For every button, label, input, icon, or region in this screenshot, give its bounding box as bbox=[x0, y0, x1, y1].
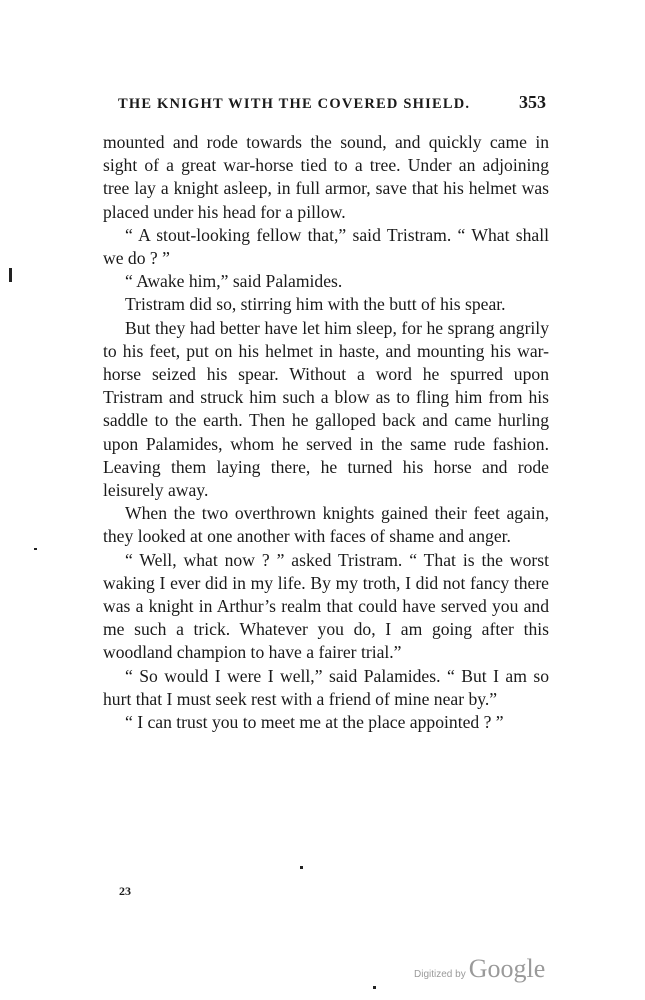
paragraph: “ I can trust you to meet me at the place appointed ? ” bbox=[125, 712, 504, 733]
body-text bbox=[103, 131, 549, 734]
page-number: 353 bbox=[519, 92, 546, 112]
google-watermark bbox=[414, 954, 545, 984]
paragraph: “ So would I were I well,” said Palamides. “ But I am so hurt that I must seek rest with a friend of mine near by.” bbox=[103, 665, 549, 709]
running-title: THE KNIGHT WITH THE COVERED SHIELD. bbox=[118, 96, 471, 112]
running-header bbox=[118, 92, 546, 114]
paragraph: “ Awake him,” said Palamides. bbox=[125, 271, 343, 292]
paragraph: mounted and rode towards the sound, and quickly came in sight of a great war-horse tied to a tree. Under an adjoining tree lay a knight asleep, in full armor, save that his helmet was placed under his head for a pillow. bbox=[103, 132, 549, 222]
scan-speck bbox=[300, 866, 303, 869]
scan-speck bbox=[373, 986, 376, 989]
scan-speck bbox=[9, 268, 12, 282]
paragraph: But they had better have let him sleep, for he sprang angrily to his feet, put on his helmet in haste, and mounting his war-horse seized his spear. Without a word he spurred upon Tristram and struck him such a blow as to fling him from his saddle to the earth. Then he galloped back and came hurling upon Palamides, whom he served in the same rude fashion. Leaving them laying there, he turned his horse and rode leisurely away. bbox=[103, 317, 549, 501]
signature-mark: 23 bbox=[119, 884, 131, 898]
scan-speck bbox=[34, 548, 37, 550]
paragraph: When the two overthrown knights gained their feet again, they looked at one another with faces of shame and anger. bbox=[103, 503, 549, 547]
paragraph: Tristram did so, stirring him with the butt of his spear. bbox=[125, 294, 506, 315]
watermark-prefix: Digitized by bbox=[414, 969, 466, 980]
paragraph: “ Well, what now ? ” asked Tristram. “ That is the worst waking I ever did in my life. By my troth, I did not fancy there was a knight in Arthur’s realm that could have served you and me such a trick. Whatever you do, I am going after this woodland champion to have a fairer trial.” bbox=[103, 549, 549, 663]
paragraph: “ A stout-looking fellow that,” said Tristram. “ What shall we do ? ” bbox=[103, 224, 549, 269]
watermark-brand: Google bbox=[468, 954, 546, 983]
